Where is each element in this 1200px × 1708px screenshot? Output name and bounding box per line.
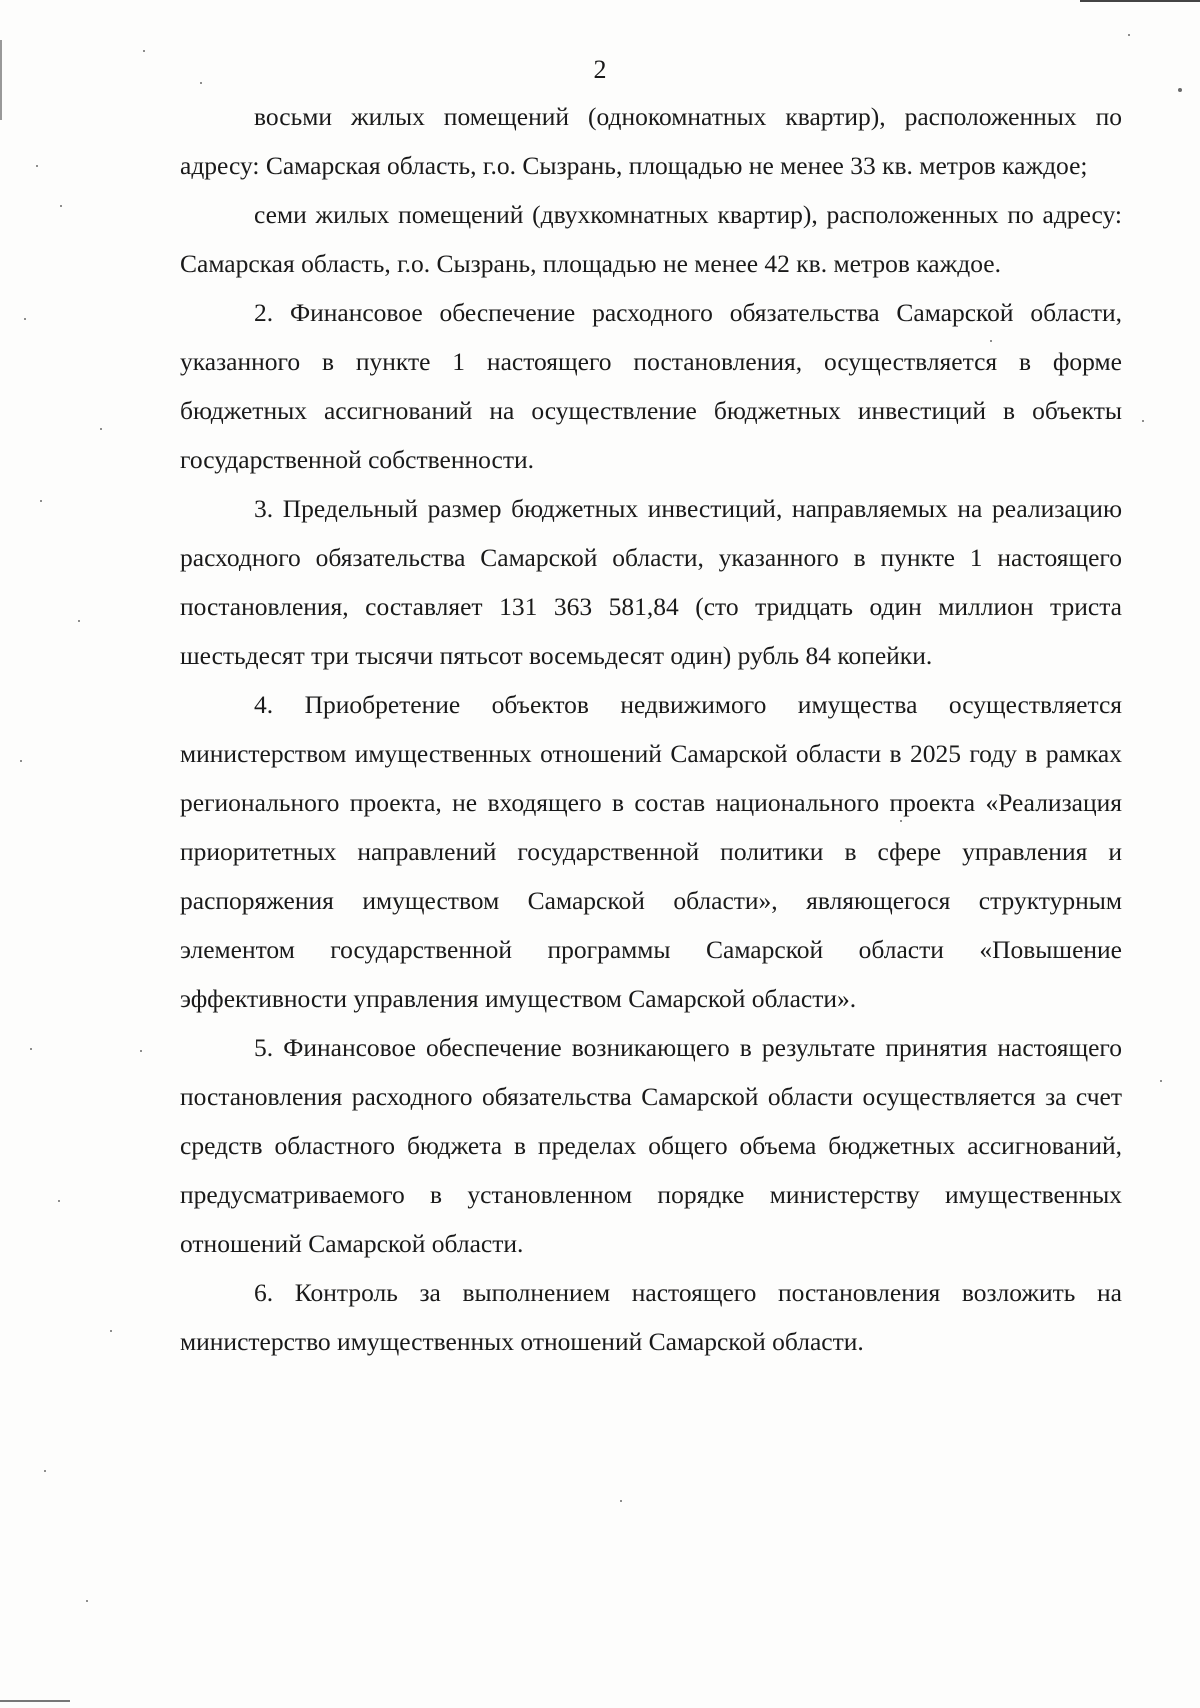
scan-speck	[1160, 1080, 1162, 1082]
paragraph-item-2-financing: 2. Финансовое обеспечение расходного обязательства Самарской области, указанного в пункте 1 настоящего постановления, осуществляется в форме бюджетных ассигнований на осуществление бюджетных инвестиций в объекты государственной собственности.	[180, 298, 1122, 474]
paragraph-two-room-apartments: семи жилых помещений (двухкомнатных квартир), расположенных по адресу: Самарская область, г.о. Сызрань, площадью не менее 42 кв. метров каждое.	[180, 200, 1122, 278]
scan-speck	[60, 205, 62, 207]
paragraph-one-room-apartments: восьми жилых помещений (однокомнатных квартир), расположенных по адресу: Самарская область, г.о. Сызрань, площадью не менее 33 кв. метров каждое;	[180, 102, 1122, 180]
scan-speck	[100, 428, 102, 430]
scan-speck	[78, 620, 80, 622]
scan-speck	[620, 1500, 622, 1502]
scan-speck	[58, 1200, 60, 1202]
scan-speck	[1178, 88, 1182, 92]
scan-speck	[24, 318, 26, 320]
scan-speck	[44, 1470, 46, 1472]
paragraph-item-4-acquisition: 4. Приобретение объектов недвижимого имущества осуществляется министерством имущественных отношений Самарской области в 2025 году в рамках регионального проекта, не входящего в состав национального проекта «Реализация приоритетных направлений государственной политики в сфере управления и распоряжения имуществом Самарской области», являющегося структурным элементом государственной программы Самарской области «Повышение эффективности управления имуществом Самарской области».	[180, 690, 1122, 1013]
scan-speck	[110, 1330, 112, 1332]
paragraph-item-5-budget-source: 5. Финансовое обеспечение возникающего в результате принятия настоящего постановления расходного обязательства Самарской области осуществляется за счет средств областного бюджета в пределах общего объема бюджетных ассигнований, предусматриваемого в установленном порядке министерству имущественных отношений Самарской области.	[180, 1033, 1122, 1258]
scan-speck	[1128, 34, 1130, 36]
scan-edge-mark-top	[1080, 0, 1200, 2]
scan-speck	[20, 760, 22, 762]
scan-speck	[86, 1600, 88, 1602]
scan-speck	[30, 1048, 32, 1050]
scan-speck	[143, 50, 145, 52]
scan-speck	[40, 500, 42, 502]
scan-speck	[140, 1050, 142, 1052]
scan-speck	[36, 165, 38, 167]
document-body	[180, 92, 1122, 1366]
paragraph-item-6-control: 6. Контроль за выполнением настоящего постановления возложить на министерство имущественных отношений Самарской области.	[180, 1278, 1122, 1356]
page-number: 2	[593, 55, 607, 84]
paragraph-item-3-investment-limit: 3. Предельный размер бюджетных инвестиций, направляемых на реализацию расходного обязательства Самарской области, указанного в пункте 1 настоящего постановления, составляет 131 363 581,84 (сто тридцать один миллион триста шестьдесят три тысячи пятьсот восемьдесят один) рубль 84 копейки.	[180, 494, 1122, 670]
scan-edge-mark-bottom	[0, 1700, 70, 1702]
scan-speck	[1142, 420, 1144, 422]
